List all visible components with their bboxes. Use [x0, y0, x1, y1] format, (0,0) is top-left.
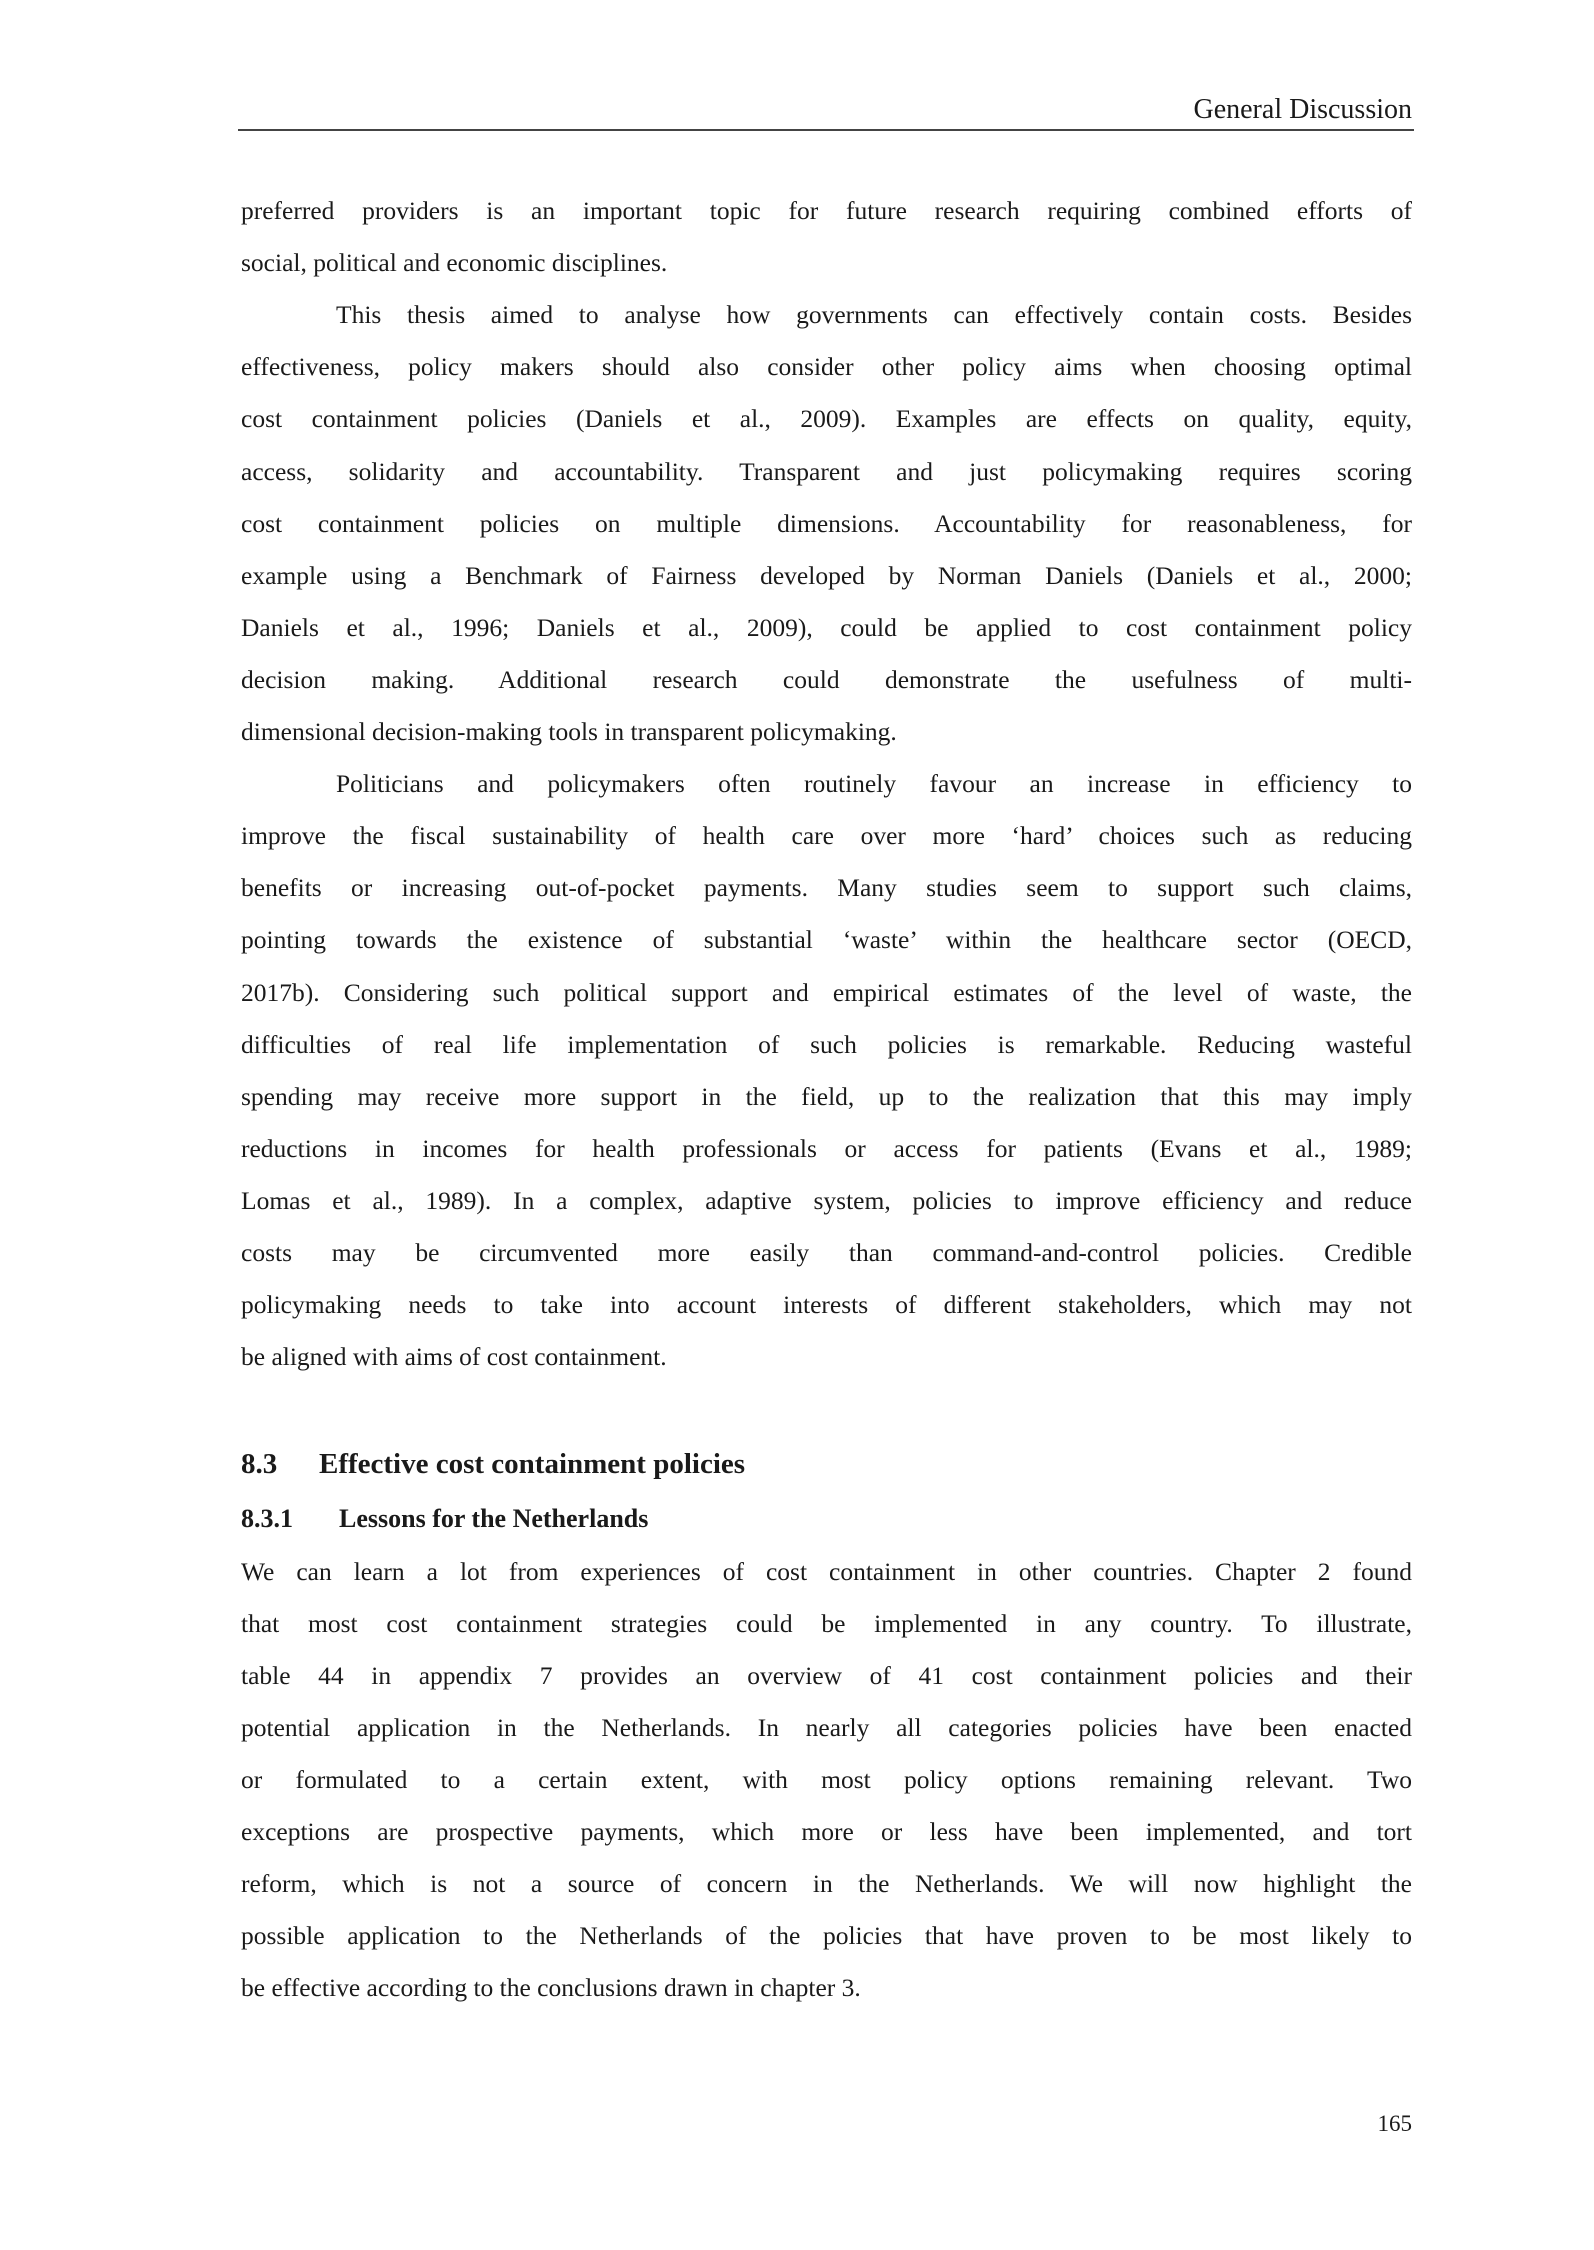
text-line: reductions in incomes for health professionals or access for patients (Evans et al., 1989; [241, 1133, 1412, 1163]
text-line: exceptions are prospective payments, which more or less have been implemented, and tort [241, 1817, 1412, 1846]
page-number: 165 [1377, 2111, 1412, 2136]
text-line: pointing towards the existence of substantial ‘waste’ within the healthcare sector (OECD, [241, 925, 1412, 955]
subsection-heading [241, 1501, 648, 1537]
text-line: possible application to the Netherlands of the policies that have proven to be most likely to [241, 1921, 1412, 1950]
subsection-title: Lessons for the Netherlands [339, 1504, 649, 1533]
text-line: preferred providers is an important topic for future research requiring combined efforts of [241, 196, 1412, 225]
header-rule [238, 129, 1414, 131]
text-line: access, solidarity and accountability. Transparent and just policymaking requires scoring [241, 456, 1412, 486]
text-line: spending may receive more support in the field, up to the realization that this may imply [241, 1081, 1412, 1111]
text-line: be aligned with aims of cost containment. [241, 1342, 667, 1372]
section-heading [241, 1444, 745, 1484]
text-line: potential application in the Netherlands. In nearly all categories policies have been enacted [241, 1713, 1412, 1742]
text-line: reform, which is not a source of concern in the Netherlands. We will now highlight the [241, 1869, 1412, 1898]
text-line: difficulties of real life implementation of such policies is remarkable. Reducing wasteful [241, 1029, 1412, 1059]
text-line: or formulated to a certain extent, with most policy options remaining relevant. Two [241, 1765, 1412, 1794]
text-line: costs may be circumvented more easily than command-and-control policies. Credible [241, 1238, 1412, 1267]
section-number: 8.3 [241, 1448, 278, 1480]
text-line: be effective according to the conclusions drawn in chapter 3. [241, 1973, 861, 2002]
text-line: We can learn a lot from experiences of cost containment in other countries. Chapter 2 found [241, 1557, 1412, 1586]
text-line: cost containment policies (Daniels et al., 2009). Examples are effects on quality, equity, [241, 404, 1412, 434]
text-line: policymaking needs to take into account interests of different stakeholders, which may not [241, 1290, 1412, 1320]
text-line: that most cost containment strategies could be implemented in any country. To illustrate, [241, 1609, 1412, 1638]
section-title: Effective cost containment policies [319, 1448, 746, 1480]
text-line: decision making. Additional research could demonstrate the usefulness of multi- [241, 664, 1412, 694]
text-line: This thesis aimed to analyse how governments can effectively contain costs. Besides [336, 300, 1412, 330]
text-line: effectiveness, policy makers should also consider other policy aims when choosing optimal [241, 352, 1412, 382]
text-line: cost containment policies on multiple dimensions. Accountability for reasonableness, for [241, 508, 1412, 538]
text-line: table 44 in appendix 7 provides an overview of 41 cost containment policies and their [241, 1661, 1412, 1690]
text-line: example using a Benchmark of Fairness developed by Norman Daniels (Daniels et al., 2000; [241, 560, 1412, 590]
subsection-number: 8.3.1 [241, 1504, 293, 1533]
text-line: 2017b). Considering such political support and empirical estimates of the level of waste, the [241, 977, 1412, 1007]
text-line: Lomas et al., 1989). In a complex, adaptive system, policies to improve efficiency and reduce [241, 1185, 1412, 1215]
text-line: dimensional decision-making tools in transparent policymaking. [241, 717, 897, 746]
text-line: benefits or increasing out-of-pocket payments. Many studies seem to support such claims, [241, 873, 1412, 903]
text-line: Politicians and policymakers often routinely favour an increase in efficiency to [336, 769, 1412, 799]
running-header-title: General Discussion [1193, 94, 1412, 125]
text-line: improve the fiscal sustainability of health care over more ‘hard’ choices such as reducing [241, 821, 1412, 851]
text-line: Daniels et al., 1996; Daniels et al., 2009), could be applied to cost containment policy [241, 612, 1412, 642]
text-line: social, political and economic disciplines. [241, 248, 668, 278]
